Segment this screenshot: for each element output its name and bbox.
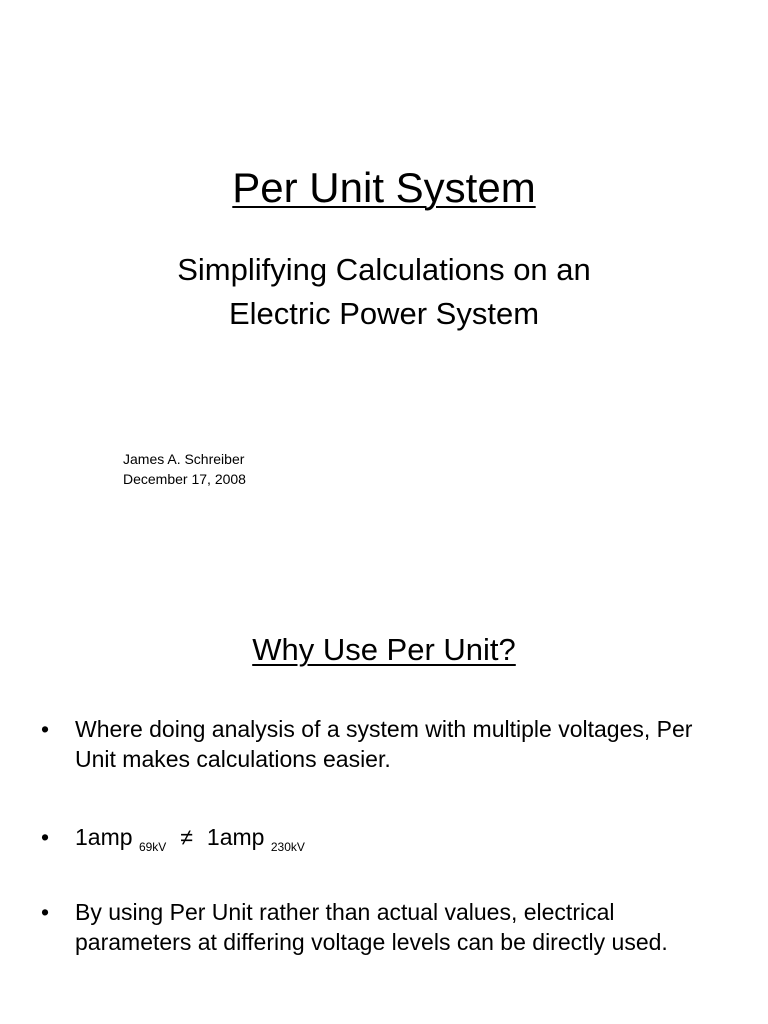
subtitle-line-1: Simplifying Calculations on an	[177, 252, 591, 287]
bullet-equation	[75, 822, 735, 856]
bullet-text: By using Per Unit rather than actual values, electrical parameters at differing voltage levels can be directly used.	[75, 899, 668, 955]
bullet-dot-icon: •	[41, 899, 50, 925]
presentation-date: December 17, 2008	[123, 471, 246, 487]
content-slide	[0, 540, 768, 1024]
bullet-text: Where doing analysis of a system with multiple voltages, Per Unit makes calculations easier.	[75, 716, 693, 772]
slide-subtitle	[0, 248, 768, 336]
bullet-dot-icon: •	[41, 716, 50, 742]
equation-left-subscript: 69kV	[138, 840, 167, 854]
author-block	[123, 449, 246, 489]
equation-right-value: 1amp	[206, 824, 265, 850]
author-name: James A. Schreiber	[123, 451, 245, 467]
not-equal-symbol: ≠	[180, 824, 193, 850]
subtitle-line-2: Electric Power System	[228, 296, 540, 331]
bullet-dot-icon: •	[41, 824, 50, 850]
equation-left-value: 1amp	[75, 824, 133, 850]
slide-heading: Why Use Per Unit?	[252, 632, 516, 667]
slide-title: Per Unit System	[232, 164, 536, 211]
equation-right-subscript: 230kV	[270, 840, 305, 854]
